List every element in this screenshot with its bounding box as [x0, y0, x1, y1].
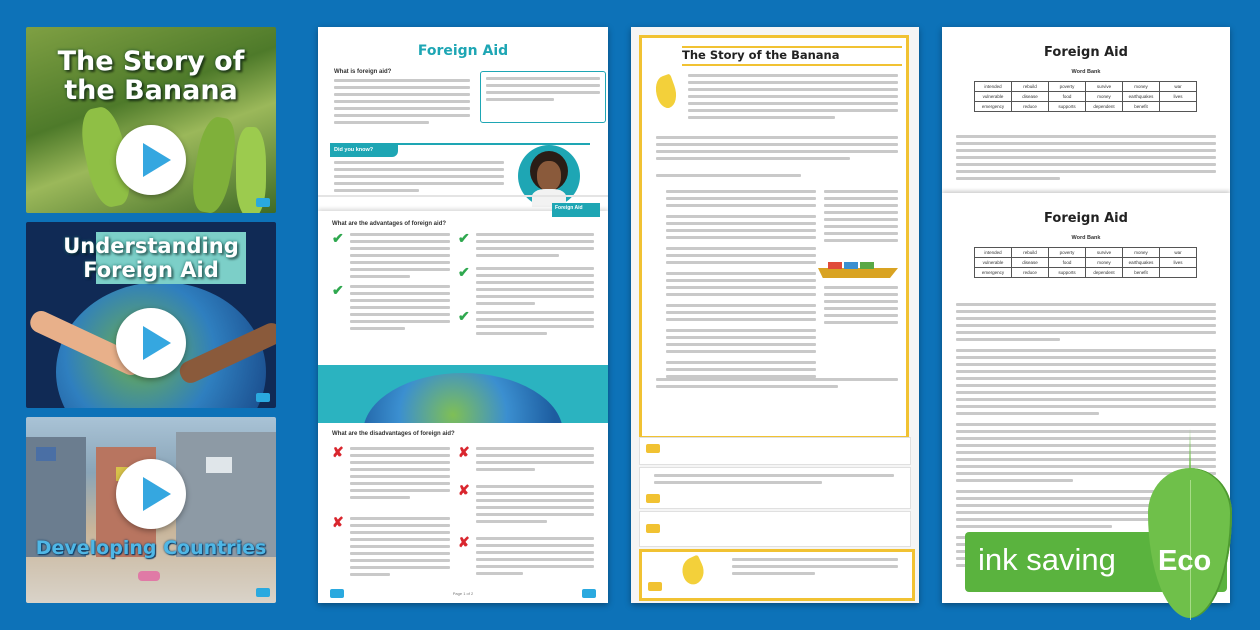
- check-icon: ✔: [458, 230, 470, 246]
- thumbnail-title: Developing Countries: [35, 537, 267, 559]
- cross-icon: ✘: [332, 444, 344, 460]
- word-bank-heading: Word Bank: [1071, 69, 1101, 75]
- cross-icon: ✘: [458, 482, 470, 498]
- word-bank-table: intended rebuild poverty survive money war vulnerable disease food money earthquakes lives emergency reduce supports dependent benefit: [974, 81, 1197, 112]
- foreign-aid-document[interactable]: [318, 27, 608, 603]
- advantages-heading: What are the advantages of foreign aid?: [332, 221, 447, 227]
- page-title: Foreign Aid: [417, 43, 509, 59]
- thumbnail-title: Understanding: [63, 234, 239, 258]
- word-bank-table: intended rebuild poverty survive money war vulnerable disease food money earthquakes lives emergency reduce supports dependent benefit: [974, 247, 1197, 278]
- cargo-ship-image: [818, 258, 898, 278]
- eco-label: Eco: [1158, 545, 1212, 577]
- ink-saving-label: ink saving: [978, 542, 1116, 577]
- thumbnail-title: The Story of: [57, 46, 245, 77]
- cross-icon: ✘: [458, 444, 470, 460]
- play-icon[interactable]: [116, 125, 186, 195]
- did-you-know-label: Did you know?: [334, 147, 374, 153]
- cross-icon: ✘: [332, 514, 344, 530]
- thumbnail-title: the Banana: [64, 75, 238, 106]
- section-heading: What is foreign aid?: [334, 69, 392, 75]
- check-icon: ✔: [458, 308, 470, 324]
- check-icon: ✔: [458, 264, 470, 280]
- thumbnail-title: Foreign Aid: [83, 258, 219, 282]
- play-icon[interactable]: [116, 459, 186, 529]
- section-label: Foreign Aid: [555, 205, 583, 211]
- banana-icon: [651, 74, 681, 111]
- portrait-image: [518, 145, 580, 207]
- video-thumbnail-banana[interactable]: [26, 27, 276, 213]
- page-number: Page 1 of 2: [452, 591, 474, 596]
- word-bank-heading: Word Bank: [1071, 235, 1101, 241]
- check-icon: ✔: [332, 230, 344, 246]
- page-title: Foreign Aid: [1044, 45, 1128, 60]
- globe-banner: [318, 365, 608, 423]
- banana-icon: [678, 555, 709, 588]
- disadvantages-heading: What are the disadvantages of foreign aid?: [332, 431, 455, 437]
- video-thumbnail-developing-countries[interactable]: [26, 417, 276, 603]
- page-title: Foreign Aid: [1044, 211, 1128, 226]
- check-icon: ✔: [332, 282, 344, 298]
- video-thumbnail-foreign-aid[interactable]: [26, 222, 276, 408]
- logo-icon: [256, 588, 270, 597]
- logo-icon: [256, 393, 270, 402]
- cross-icon: ✘: [458, 534, 470, 550]
- page-title: The Story of the Banana: [682, 48, 840, 62]
- logo-icon: [582, 589, 596, 598]
- play-icon[interactable]: [116, 308, 186, 378]
- logo-icon: [256, 198, 270, 207]
- banana-story-document[interactable]: [631, 27, 919, 603]
